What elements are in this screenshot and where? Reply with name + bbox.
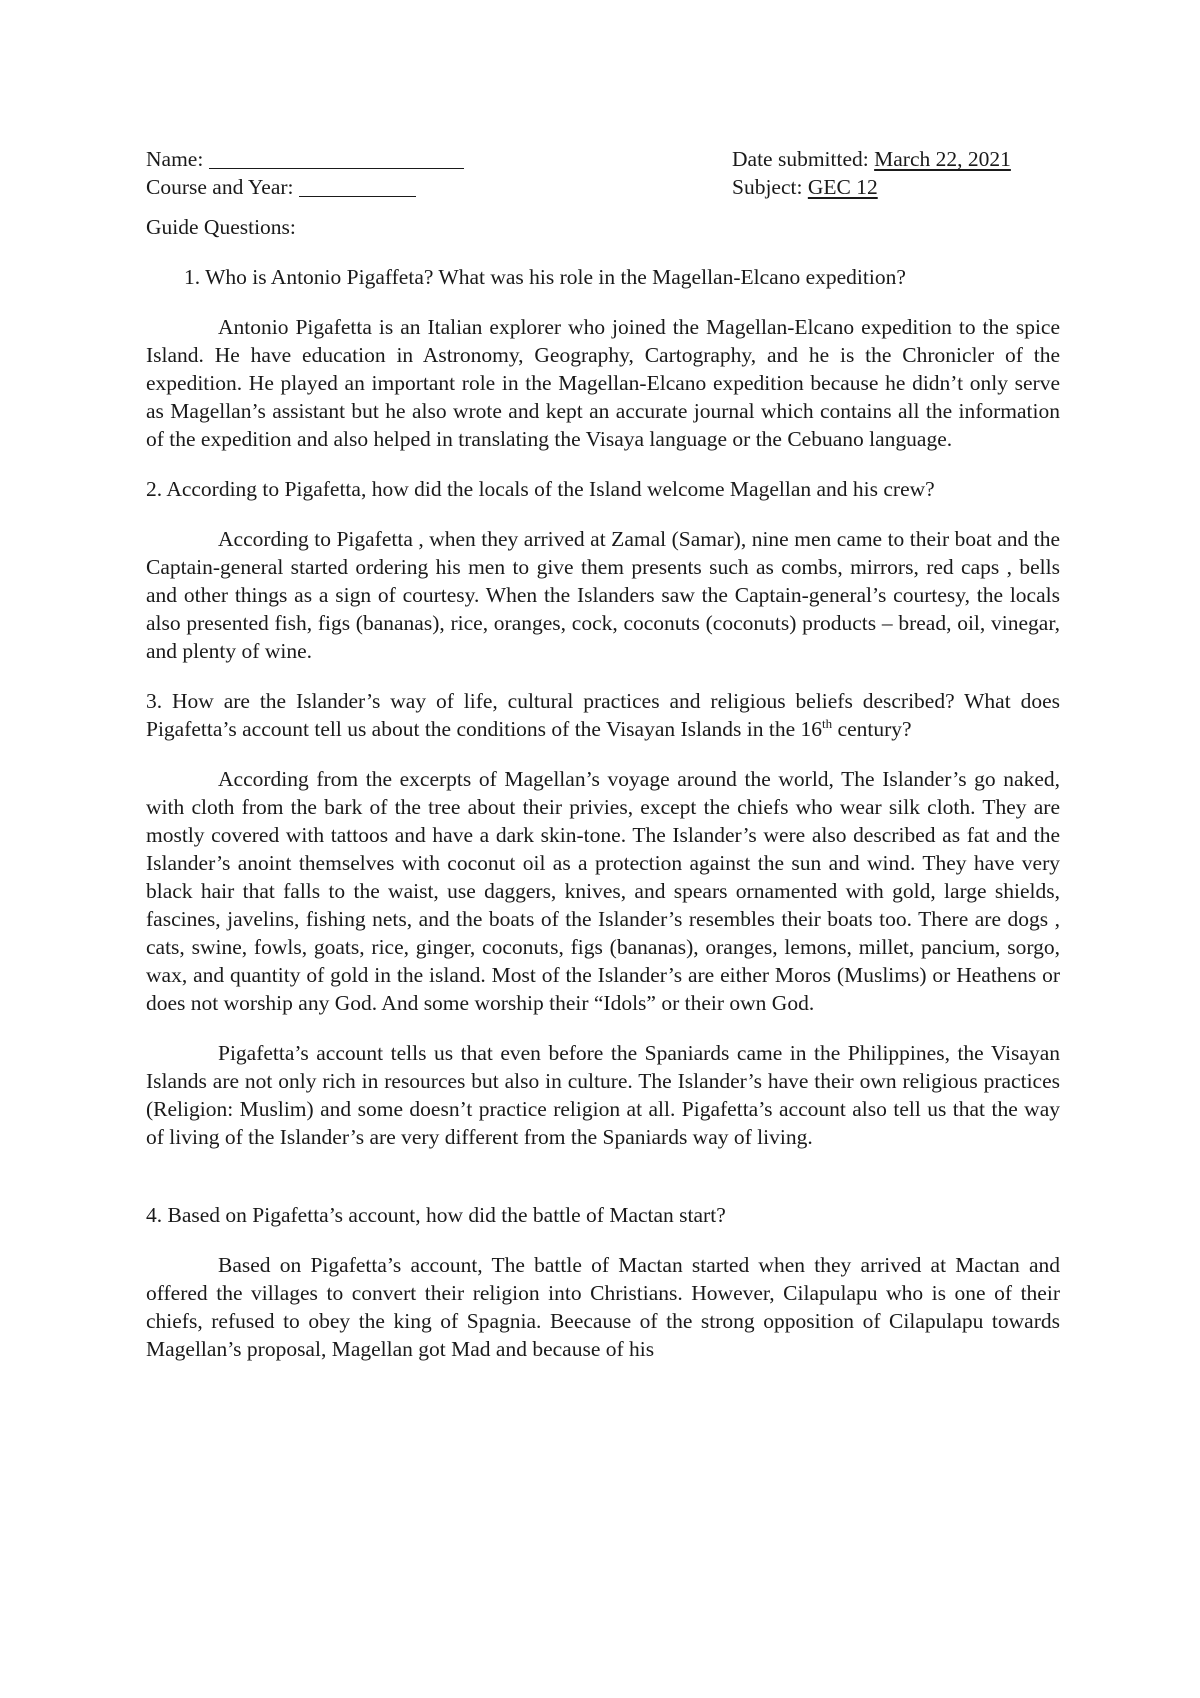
question-1: 1. Who is Antonio Pigaffeta? What was his role in the Magellan-Elcano expedition? bbox=[184, 265, 906, 289]
question-3 bbox=[146, 687, 1060, 743]
document-body bbox=[146, 143, 1060, 1363]
question-3-main: 3. How are the Islander’s way of life, cultural practices and religious beliefs described? What does Pigafetta’s account tell us about the conditions of the Visayan Islands in the 16 bbox=[146, 689, 1060, 741]
subject-line bbox=[732, 173, 878, 201]
answer-3a: According from the excerpts of Magellan’s voyage around the world, The Islander’s go naked, with cloth from the bark of the tree about their privies, except the chiefs who wear silk cloth. They are mostly covered with tattoos and have a dark skin-tone. The Islander’s were also described as fat and the Islander’s anoint themselves with coconut oil as a protection against the sun and wind. They have very black hair that falls to the waist, use daggers, knives, and spears ornamented with gold, large shields, fascines, javelins, fishing nets, and the boats of the Islander’s resembles their boats too. There are dogs , cats, swine, fowls, goats, rice, ginger, coconuts, figs (bananas), oranges, lemons, millet, pancium, sorgo, wax, and quantity of gold in the island. Most of the Islander’s are either Moros (Muslims) or Heathens or does not worship any God. And some worship their “Idols” or their own God. bbox=[146, 767, 1060, 1015]
answer-1: Antonio Pigafetta is an Italian explorer who joined the Magellan-Elcano expedition to the spice Island. He have education in Astronomy, Geography, Cartography, and he is the Chronicler of the expedition. He played an important role in the Magellan-Elcano expedition because he didn’t only serve as Magellan’s assistant but he also wrote and kept an accurate journal which contains all the information of the expedition and also helped in translating the Visaya language or the Cebuano language. bbox=[146, 315, 1060, 451]
question-3-superscript: th bbox=[822, 715, 833, 731]
answer-3b: Pigafetta’s account tells us that even before the Spaniards came in the Philippines, the Visayan Islands are not only rich in resources but also in culture. The Islander’s have their own religious practices (Religion: Muslim) and some doesn’t practice religion at all. Pigafetta’s account also tell us that the way of living of the Islander’s are very different from the Spaniards way of living. bbox=[146, 1041, 1060, 1149]
guide-title: Guide Questions: bbox=[146, 215, 296, 239]
answer-2: According to Pigafetta , when they arrived at Zamal (Samar), nine men came to their boat and the Captain-general started ordering his men to give them presents such as combs, mirrors, red caps , bells and other things as a sign of courtesy. When the Islanders saw the Captain-general’s courtesy, the locals also presented fish, figs (bananas), rice, oranges, cock, coconuts (coconuts) products – bread, oil, vinegar, and plenty of wine. bbox=[146, 527, 1060, 663]
course-label: Course and Year: bbox=[146, 175, 294, 199]
date-value: March 22, 2021 bbox=[874, 147, 1011, 171]
subject-value: GEC 12 bbox=[807, 175, 878, 199]
subject-label: Subject: bbox=[732, 175, 803, 199]
answer-4: Based on Pigafetta’s account, The battle of Mactan started when they arrived at Mactan and offered the villages to convert their religion into Christians. However, Cilapulapu who is one of their chiefs, refused to obey the king of Spagnia. Beecause of the strong opposition of Cilapulapu towards Magellan’s proposal, Magellan got Mad and because of his bbox=[146, 1253, 1060, 1361]
course-line bbox=[146, 173, 416, 201]
question-2: 2. According to Pigafetta, how did the locals of the Island welcome Magellan and his crew? bbox=[146, 477, 935, 501]
date-line bbox=[732, 145, 1011, 173]
header bbox=[146, 143, 1060, 199]
date-label: Date submitted: bbox=[732, 147, 869, 171]
question-4: 4. Based on Pigafetta’s account, how did the battle of Mactan start? bbox=[146, 1203, 726, 1227]
name-blank bbox=[209, 148, 464, 169]
name-line bbox=[146, 145, 464, 173]
name-label: Name: bbox=[146, 147, 204, 171]
question-3-end: century? bbox=[832, 717, 912, 741]
course-blank bbox=[299, 176, 416, 197]
